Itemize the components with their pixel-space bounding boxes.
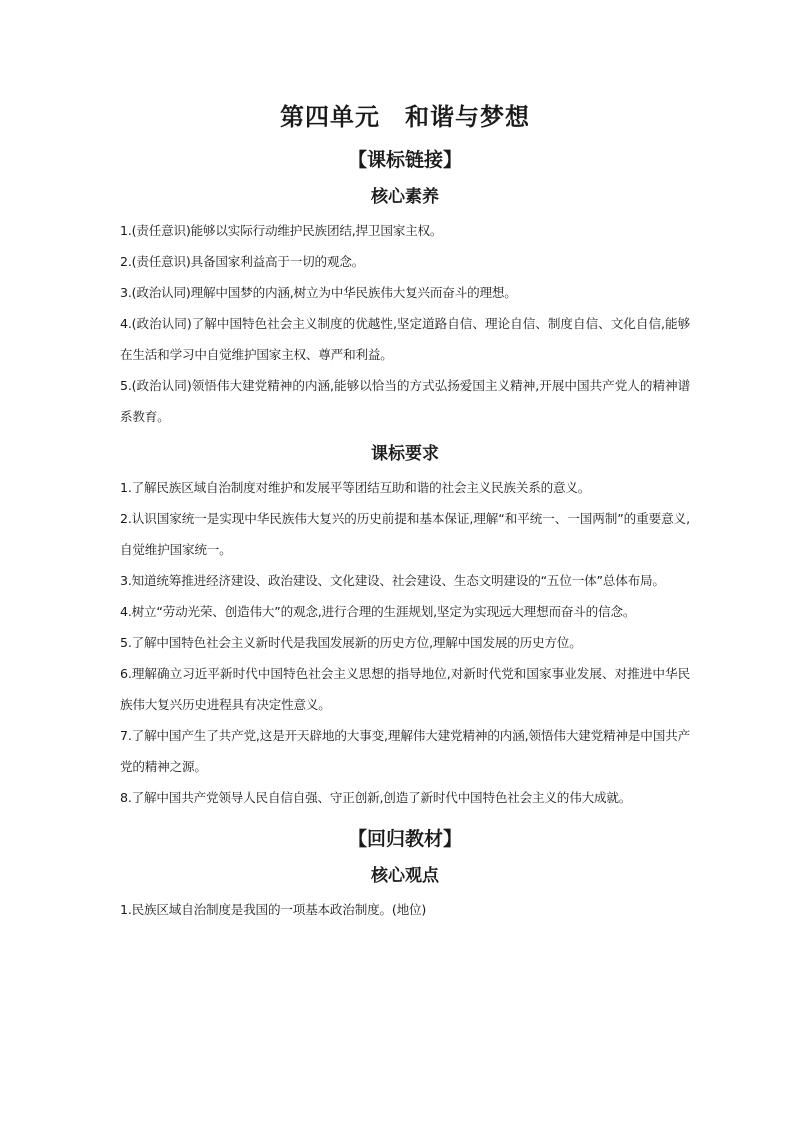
requirement-item: 7.了解中国产生了共产党,这是开天辟地的大事变,理解伟大建党精神的内涵,领悟伟大建党精神是中国共产党的精神之源。: [120, 728, 690, 774]
requirement-item: 3.知道统筹推进经济建设、政治建设、文化建设、社会建设、生态文明建设的“五位一体”总体布局。: [120, 573, 665, 588]
core-literacy-item: 4.(政治认同)了解中国特色社会主义制度的优越性,坚定道路自信、理论自信、制度自信、文化自信,能够在生活和学习中自觉维护国家主权、尊严和利益。: [120, 316, 690, 362]
requirement-item: 8.了解中国共产党领导人民自信自强、守正创新,创造了新时代中国特色社会主义的伟大成就。: [120, 790, 632, 805]
section-heading-return-textbook: 【回归教材】: [347, 828, 462, 850]
subsection-heading-core-literacy: 核心素养: [371, 187, 439, 207]
requirement-item: 4.树立“劳动光荣、创造伟大”的观念,进行合理的生涯规划,坚定为实现远大理想而奋斗的信念。: [120, 604, 636, 619]
requirement-item: 5.了解中国特色社会主义新时代是我国发展新的历史方位,理解中国发展的历史方位。: [120, 635, 582, 650]
requirement-item: 2.认识国家统一是实现中华民族伟大复兴的历史前提和基本保证,理解“和平统一、一国两制”的重要意义,自觉维护国家统一。: [120, 511, 690, 557]
page-content: [120, 100, 690, 925]
subsection-heading-core-views: 核心观点: [371, 866, 439, 886]
unit-title: 第四单元 和谐与梦想: [280, 103, 530, 131]
core-literacy-item: 2.(责任意识)具备国家利益高于一切的观念。: [120, 254, 365, 269]
requirement-item: 1.了解民族区域自治制度对维护和发展平等团结互助和谐的社会主义民族关系的意义。: [120, 480, 591, 495]
core-literacy-item: 1.(责任意识)能够以实际行动维护民族团结,捍卫国家主权。: [120, 223, 443, 238]
core-view-item: 1.民族区域自治制度是我国的一项基本政治制度。(地位): [120, 902, 427, 917]
requirement-item: 6.理解确立习近平新时代中国特色社会主义思想的指导地位,对新时代党和国家事业发展、对推进中华民族伟大复兴历史进程具有决定性意义。: [120, 666, 690, 712]
core-literacy-item: 5.(政治认同)领悟伟大建党精神的内涵,能够以恰当的方式弘扬爱国主义精神,开展中国共产党人的精神谱系教育。: [120, 378, 690, 424]
section-heading-curriculum-link: 【课标链接】: [347, 149, 462, 171]
core-literacy-item: 3.(政治认同)理解中国梦的内涵,树立为中华民族伟大复兴而奋斗的理想。: [120, 285, 517, 300]
subsection-heading-requirements: 课标要求: [371, 444, 439, 464]
